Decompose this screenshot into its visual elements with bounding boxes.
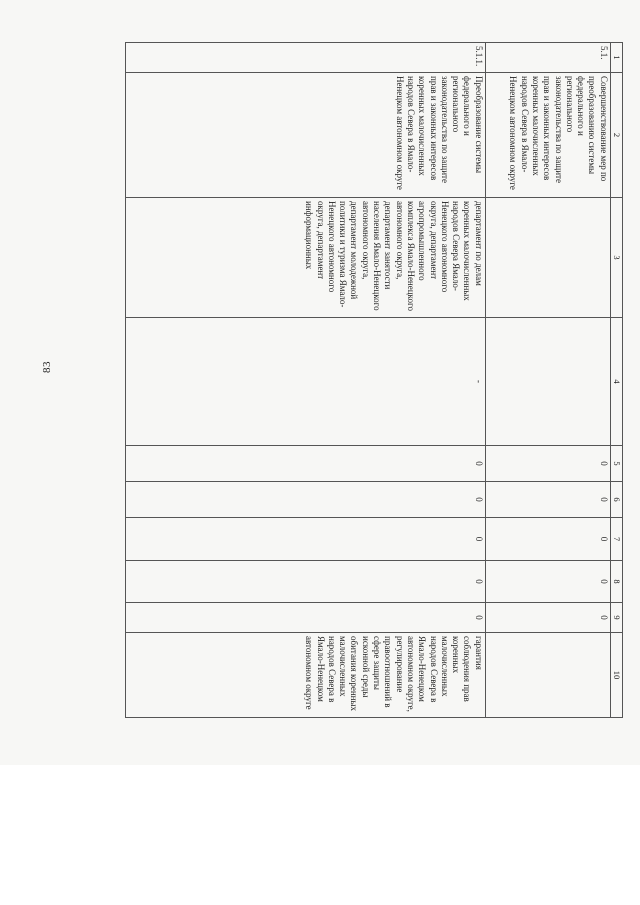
expected-result: гарантия соблюдения прав коренных малочисленных народов Севера в Ямало-Ненецком автономном округе, регулирование правоотношений в сфере защиты исконной среды обитания коренных малочисленных народов Севера в Ямало-Ненецком автономном округе bbox=[125, 633, 485, 718]
row-number: 5.1. bbox=[485, 43, 610, 73]
cell-col7: 0 bbox=[485, 518, 610, 561]
cell-col5: 0 bbox=[125, 446, 485, 482]
cell-col9: 0 bbox=[485, 603, 610, 633]
measure-name: Преобразование системы федерального и регионального законодательства по защите прав и законных интересов коренных малочисленных народов Севера в Ямало-Ненецком автономном округе bbox=[125, 73, 485, 198]
header-cell: 1 bbox=[610, 43, 622, 73]
executor: департамент по делам коренных малочисленных народов Севера Ямало-Ненецкого автономного округа, департамент агропромышленного комплекса Ямало-Ненецкого автономного округа, департамент занятости населения Ямало-Ненецкого автономного округа, департамент молодежной политики и туризма Ямало-Ненецкого автономного округа, департамент информационных bbox=[125, 198, 485, 318]
cell-col4 bbox=[485, 318, 610, 446]
cell-col9: 0 bbox=[125, 603, 485, 633]
header-cell: 8 bbox=[610, 561, 622, 603]
cell-col6: 0 bbox=[125, 482, 485, 518]
header-cell: 7 bbox=[610, 518, 622, 561]
rotated-table-container bbox=[108, 42, 623, 717]
expected-result bbox=[485, 633, 610, 718]
measure-name: Совершенствование мер по преобразованию системы федерального и регионального законодательства по защите прав и законных интересов коренных малочисленных народов Севера в Ямало-Ненецком автономном округе bbox=[485, 73, 610, 198]
header-cell: 9 bbox=[610, 603, 622, 633]
cell-col7: 0 bbox=[125, 518, 485, 561]
header-cell: 5 bbox=[610, 446, 622, 482]
row-number: 5.1.1. bbox=[125, 43, 485, 73]
header-row bbox=[610, 43, 622, 718]
header-cell: 10 bbox=[610, 633, 622, 718]
table-row bbox=[485, 43, 610, 718]
header-cell: 3 bbox=[610, 198, 622, 318]
cell-col5: 0 bbox=[485, 446, 610, 482]
header-cell: 2 bbox=[610, 73, 622, 198]
header-cell: 6 bbox=[610, 482, 622, 518]
table-row bbox=[125, 43, 485, 718]
cell-col8: 0 bbox=[125, 561, 485, 603]
program-table bbox=[125, 42, 623, 718]
executor bbox=[485, 198, 610, 318]
cell-col8: 0 bbox=[485, 561, 610, 603]
cell-col4: - bbox=[125, 318, 485, 446]
page-bottom-margin bbox=[0, 765, 640, 905]
page-number: 83 bbox=[41, 361, 53, 373]
cell-col6: 0 bbox=[485, 482, 610, 518]
header-cell: 4 bbox=[610, 318, 622, 446]
